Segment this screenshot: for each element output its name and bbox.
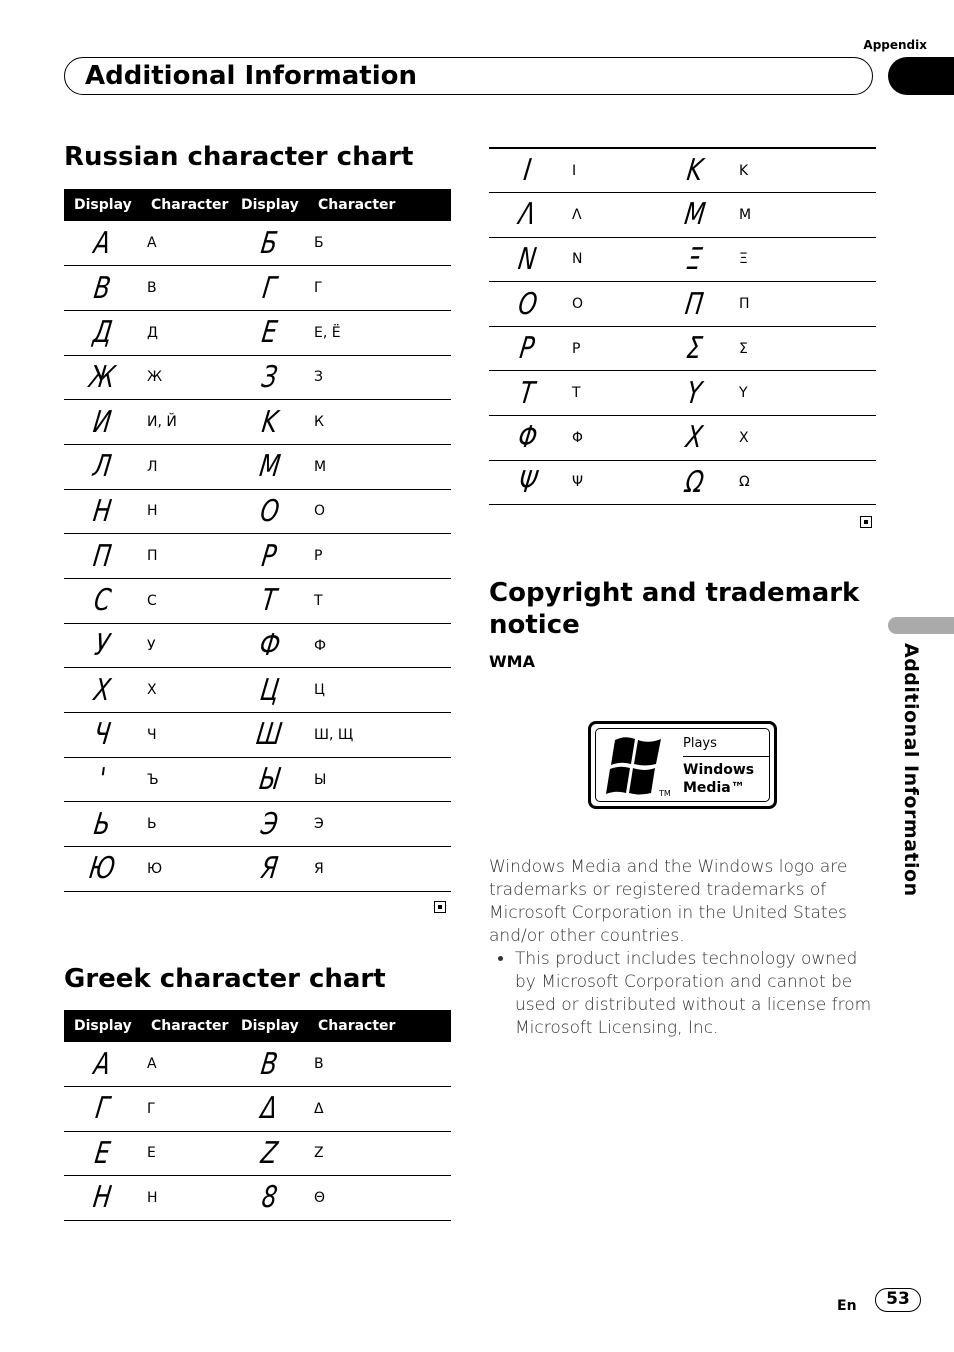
russian-chart-title: Russian character chart (64, 142, 414, 172)
logo-divider (683, 756, 769, 757)
windows-media-logo (588, 721, 777, 809)
display-cell (231, 400, 308, 445)
display-cell (656, 460, 733, 505)
segment-display-glyph: Ψ (515, 464, 540, 500)
segment-display-glyph: K (684, 153, 705, 189)
column-header-display: Display (231, 1010, 308, 1042)
table-row (489, 193, 876, 238)
segment-display-glyph: H (91, 1180, 114, 1216)
segment-display-glyph: I (521, 153, 534, 189)
segment-display-glyph: У (92, 628, 113, 664)
display-cell (656, 237, 733, 282)
table-row (64, 802, 451, 847)
display-cell (656, 193, 733, 238)
table-row (64, 489, 451, 534)
table-row (489, 237, 876, 282)
display-cell (64, 757, 141, 802)
display-cell (489, 193, 566, 238)
segment-display-glyph: P (259, 538, 280, 574)
segment-display-glyph: Ч (92, 717, 113, 753)
character-cell: Γ (141, 1087, 231, 1132)
character-cell: Б (308, 221, 451, 266)
greek-character-table-continued (489, 147, 876, 505)
segment-display-glyph: Ф (256, 628, 283, 664)
table-row (64, 534, 451, 579)
display-cell (64, 1087, 141, 1132)
character-cell: П (141, 534, 231, 579)
table-row (489, 326, 876, 371)
column-header-display: Display (231, 189, 308, 221)
page-number: 53 (875, 1288, 921, 1312)
display-cell (231, 1042, 308, 1087)
display-cell (231, 1087, 308, 1132)
display-cell (64, 713, 141, 758)
end-of-section-icon (860, 516, 872, 528)
display-cell (64, 355, 141, 400)
column-header-character: Character (308, 1010, 451, 1042)
character-cell: Λ (566, 193, 656, 238)
table-row (64, 847, 451, 892)
segment-display-glyph: M (681, 197, 708, 233)
display-cell (231, 713, 308, 758)
header-tab-marker (888, 57, 954, 95)
display-cell (64, 847, 141, 892)
display-cell (231, 221, 308, 266)
character-cell: Ч (141, 713, 231, 758)
segment-display-glyph: B (259, 1046, 280, 1082)
character-cell: Ω (733, 460, 876, 505)
segment-display-glyph: Ξ (684, 241, 705, 277)
character-cell: Σ (733, 326, 876, 371)
display-cell (64, 221, 141, 266)
segment-display-glyph: A (92, 225, 113, 261)
character-cell: А (141, 221, 231, 266)
segment-display-glyph: H (91, 493, 114, 529)
character-cell: Δ (308, 1087, 451, 1132)
segment-display-glyph: T (259, 583, 280, 619)
display-cell (64, 266, 141, 311)
character-cell: Ъ (141, 757, 231, 802)
column-header-character: Character (141, 189, 231, 221)
wma-subtitle: WMA (489, 652, 535, 671)
segment-display-glyph: Ш (254, 717, 285, 753)
column-header-character: Character (308, 189, 451, 221)
display-cell (656, 148, 733, 193)
display-cell (231, 355, 308, 400)
display-cell (64, 489, 141, 534)
display-cell (231, 1131, 308, 1176)
character-cell: К (308, 400, 451, 445)
character-cell: Ι (566, 148, 656, 193)
display-cell (231, 266, 308, 311)
table-row (64, 266, 451, 311)
segment-display-glyph: K (259, 404, 280, 440)
character-cell: Θ (308, 1176, 451, 1221)
display-cell (64, 668, 141, 713)
character-cell: Τ (566, 371, 656, 416)
segment-display-glyph: И (91, 404, 114, 440)
segment-display-glyph: B (92, 270, 113, 306)
table-row (64, 400, 451, 445)
copyright-bullet: • This product includes technology owned by Microsoft Corporation and cannot be used or distributed without a license from Microsoft Licensing, Inc. (515, 948, 879, 1040)
table-row (489, 416, 876, 461)
character-cell: С (141, 579, 231, 624)
segment-display-glyph: Ы (257, 762, 282, 798)
display-cell (231, 444, 308, 489)
segment-display-glyph: П (683, 286, 706, 322)
segment-display-glyph: Э (258, 806, 281, 842)
table-row (64, 444, 451, 489)
character-cell: Х (141, 668, 231, 713)
segment-display-glyph: З (259, 359, 280, 395)
character-cell: И, Й (141, 400, 231, 445)
display-cell (656, 282, 733, 327)
character-cell: Κ (733, 148, 876, 193)
display-cell (231, 802, 308, 847)
character-cell: М (308, 444, 451, 489)
character-cell: Л (141, 444, 231, 489)
character-cell: Β (308, 1042, 451, 1087)
column-header-character: Character (141, 1010, 231, 1042)
table-row (64, 713, 451, 758)
segment-display-glyph: X (92, 672, 113, 708)
character-cell: Р (308, 534, 451, 579)
table-row (64, 310, 451, 355)
side-section-label: Additional Information (900, 643, 922, 897)
segment-display-glyph: Ю (87, 851, 118, 887)
character-cell: Д (141, 310, 231, 355)
segment-display-glyph: Д (90, 315, 115, 351)
table-row (489, 282, 876, 327)
display-cell (656, 416, 733, 461)
end-of-section-icon (434, 901, 446, 913)
character-cell: Α (141, 1042, 231, 1087)
display-cell (231, 1176, 308, 1221)
segment-display-glyph: Δ (259, 1091, 280, 1127)
segment-display-glyph: Ж (87, 359, 118, 395)
table-row (64, 668, 451, 713)
logo-plays-text: Plays (683, 736, 717, 751)
segment-display-glyph: Σ (684, 331, 705, 367)
language-label: En (837, 1298, 857, 1314)
column-header-display: Display (64, 189, 141, 221)
character-cell: Т (308, 579, 451, 624)
character-cell: Я (308, 847, 451, 892)
display-cell (231, 310, 308, 355)
display-cell (489, 282, 566, 327)
segment-display-glyph: P (517, 331, 538, 367)
character-cell: Φ (566, 416, 656, 461)
segment-display-glyph: M (256, 449, 283, 485)
character-cell: Ψ (566, 460, 656, 505)
display-cell (231, 668, 308, 713)
display-cell (489, 148, 566, 193)
character-cell: Ε (141, 1131, 231, 1176)
character-cell: Ν (566, 237, 656, 282)
display-cell (489, 416, 566, 461)
display-cell (231, 623, 308, 668)
copyright-bullet-list (489, 948, 879, 1040)
character-cell: Ы (308, 757, 451, 802)
display-cell (231, 489, 308, 534)
character-cell: Н (141, 489, 231, 534)
character-cell: Π (733, 282, 876, 327)
table-row (64, 1087, 451, 1132)
character-cell: Ш, Щ (308, 713, 451, 758)
page-title: Additional Information (85, 61, 418, 91)
display-cell (489, 237, 566, 282)
russian-character-table (64, 189, 451, 892)
segment-display-glyph: A (92, 1046, 113, 1082)
character-cell: У (141, 623, 231, 668)
character-cell: Ю (141, 847, 231, 892)
display-cell (231, 579, 308, 624)
table-row (64, 221, 451, 266)
table-row (64, 579, 451, 624)
display-cell (64, 534, 141, 579)
segment-display-glyph: O (257, 493, 282, 529)
character-cell: Ξ (733, 237, 876, 282)
table-row (64, 623, 451, 668)
display-cell (64, 579, 141, 624)
display-cell (64, 1042, 141, 1087)
display-cell (231, 847, 308, 892)
segment-display-glyph: X (684, 420, 705, 456)
table-row (64, 1176, 451, 1221)
character-cell: О (308, 489, 451, 534)
logo-windows-text: Windows (683, 762, 755, 778)
character-cell: Г (308, 266, 451, 311)
appendix-label: Appendix (863, 38, 927, 52)
character-cell: Ь (141, 802, 231, 847)
display-cell (489, 371, 566, 416)
side-tab-marker (888, 617, 954, 634)
copyright-body (489, 856, 879, 1040)
column-header-display: Display (64, 1010, 141, 1042)
segment-display-glyph: Л (91, 449, 114, 485)
segment-display-glyph: E (92, 1135, 113, 1171)
segment-display-glyph: Z (259, 1135, 280, 1171)
display-cell (64, 444, 141, 489)
segment-display-glyph: Φ (515, 420, 540, 456)
character-cell: Χ (733, 416, 876, 461)
character-cell: Э (308, 802, 451, 847)
character-cell: Υ (733, 371, 876, 416)
table-row (64, 1042, 451, 1087)
segment-display-glyph: Б (259, 225, 280, 261)
table-row (64, 1131, 451, 1176)
segment-display-glyph: N (516, 241, 539, 277)
segment-display-glyph: Г (260, 270, 279, 306)
display-cell (656, 326, 733, 371)
segment-display-glyph: O (515, 286, 540, 322)
display-cell (656, 371, 733, 416)
display-cell (231, 534, 308, 579)
segment-display-glyph: Y (684, 375, 705, 411)
character-cell: Ζ (308, 1131, 451, 1176)
segment-display-glyph: Ь (92, 806, 113, 842)
segment-display-glyph: Λ (517, 197, 538, 233)
segment-display-glyph: Ц (257, 672, 282, 708)
character-cell: В (141, 266, 231, 311)
character-cell: Μ (733, 193, 876, 238)
character-cell: Ц (308, 668, 451, 713)
segment-display-glyph: E (259, 315, 280, 351)
logo-media-text: Media™ (683, 780, 745, 796)
segment-display-glyph: Я (258, 851, 281, 887)
display-cell (64, 1131, 141, 1176)
display-cell (64, 400, 141, 445)
display-cell (64, 802, 141, 847)
display-cell (64, 310, 141, 355)
greek-character-table (64, 1010, 451, 1221)
character-cell: Е, Ё (308, 310, 451, 355)
table-row (489, 148, 876, 193)
segment-display-glyph: 8 (259, 1180, 280, 1216)
table-row (489, 460, 876, 505)
segment-display-glyph: C (91, 583, 114, 619)
display-cell (231, 757, 308, 802)
display-cell (64, 1176, 141, 1221)
segment-display-glyph: П (91, 538, 114, 574)
display-cell (489, 460, 566, 505)
segment-display-glyph: Г (93, 1091, 112, 1127)
greek-chart-title: Greek character chart (64, 964, 386, 994)
table-row (489, 371, 876, 416)
copyright-paragraph: Windows Media and the Windows logo are trademarks or registered trademarks of Microsoft Corporation in the United States and/or other countries. (489, 857, 848, 946)
logo-tm: TM (659, 789, 671, 798)
table-row (64, 757, 451, 802)
segment-display-glyph: T (517, 375, 538, 411)
character-cell: Ж (141, 355, 231, 400)
table-row (64, 355, 451, 400)
character-cell: Ρ (566, 326, 656, 371)
display-cell (489, 326, 566, 371)
display-cell (64, 623, 141, 668)
segment-display-glyph: ' (96, 762, 109, 798)
character-cell: Ф (308, 623, 451, 668)
copyright-title: Copyright and trademark notice (489, 578, 860, 640)
segment-display-glyph: Ω (683, 464, 706, 500)
character-cell: З (308, 355, 451, 400)
character-cell: Ο (566, 282, 656, 327)
character-cell: Η (141, 1176, 231, 1221)
